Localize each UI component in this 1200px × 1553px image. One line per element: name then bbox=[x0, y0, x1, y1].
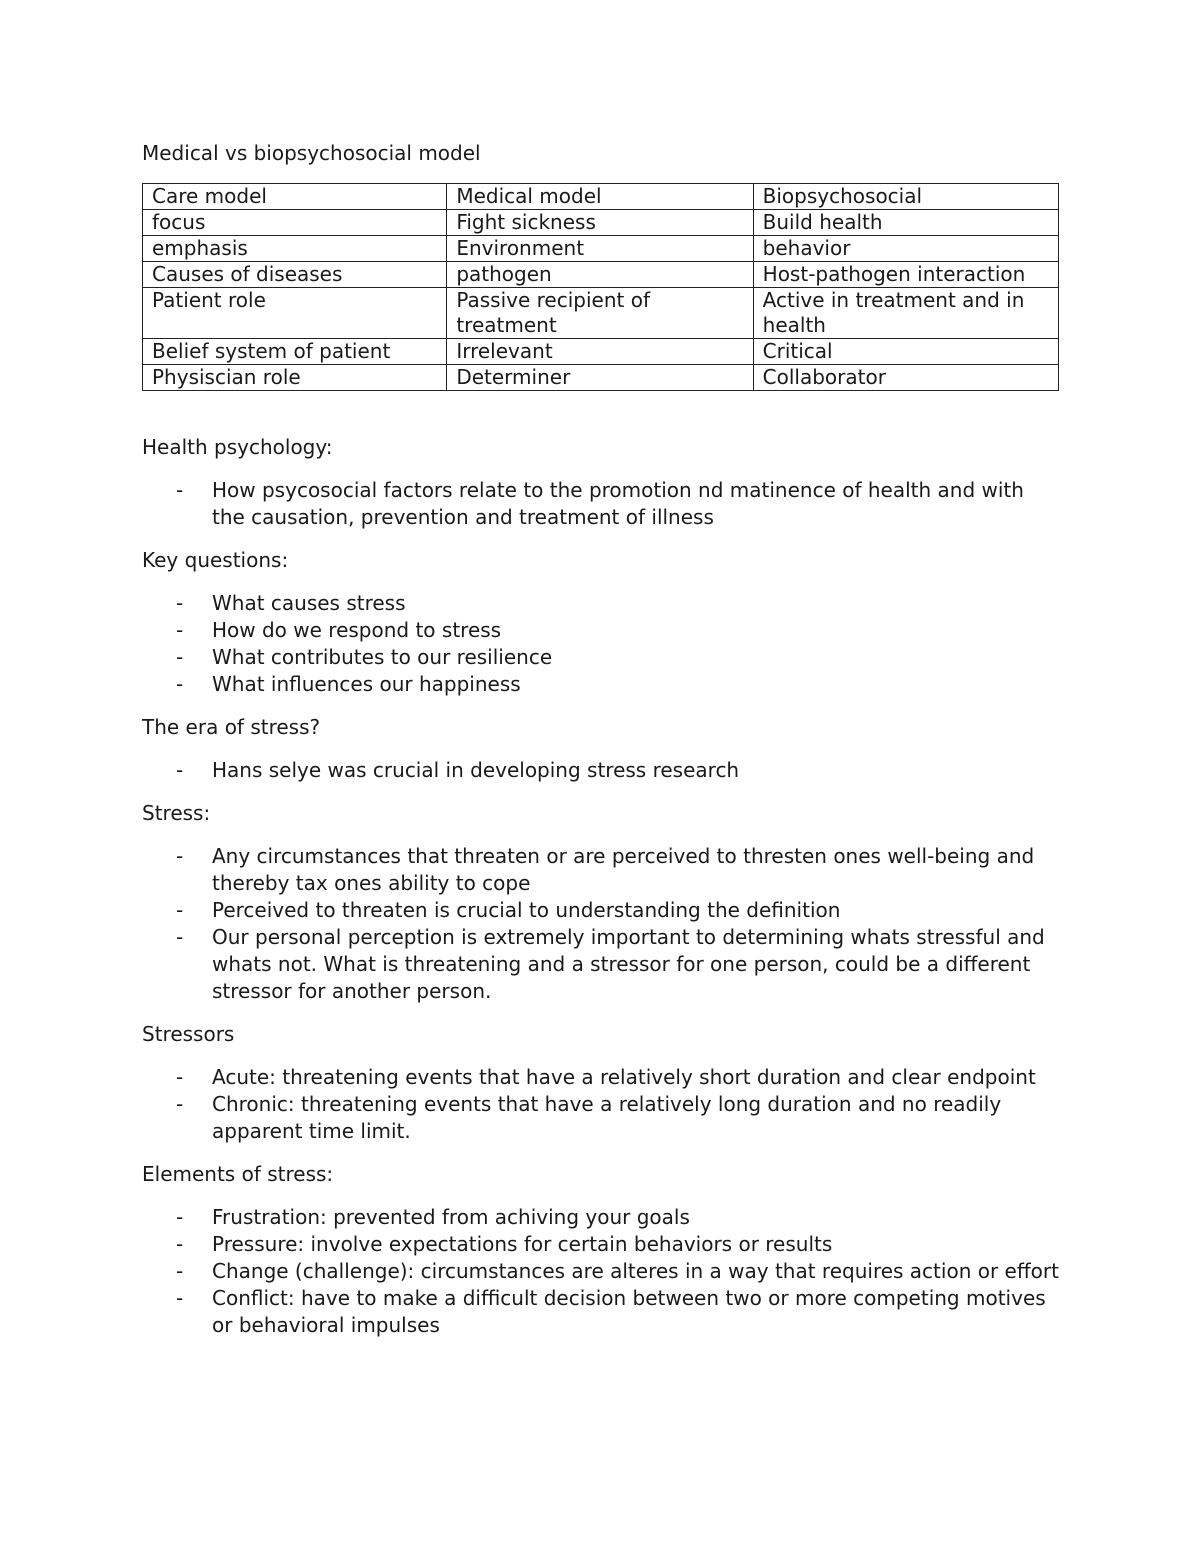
dash-bullet-icon: - bbox=[176, 1259, 184, 1283]
section-heading: Stressors bbox=[142, 1022, 235, 1046]
table-cell: Active in treatment and in health bbox=[753, 288, 1058, 339]
dash-bullet-icon: - bbox=[176, 645, 184, 669]
dash-bullet-icon: - bbox=[176, 478, 184, 502]
list-item bbox=[142, 590, 1062, 617]
table-cell: behavior bbox=[753, 236, 1058, 262]
bullet-list bbox=[142, 757, 1062, 784]
list-item bbox=[142, 757, 1062, 784]
section-heading: Stress: bbox=[142, 801, 211, 825]
document-title: Medical vs biopsychosocial model bbox=[142, 141, 481, 165]
bullet-list bbox=[142, 477, 1062, 531]
bullet-list bbox=[142, 1204, 1062, 1339]
table-cell: Collaborator bbox=[753, 365, 1058, 391]
list-item bbox=[142, 1204, 1062, 1231]
list-item-text: Conflict: have to make a difficult decision between two or more competing motives or behavioral impulses bbox=[212, 1286, 1046, 1337]
table-row bbox=[143, 236, 1059, 262]
table-cell: Causes of diseases bbox=[143, 262, 447, 288]
dash-bullet-icon: - bbox=[176, 1065, 184, 1089]
list-item-text: Perceived to threaten is crucial to understanding the definition bbox=[212, 898, 841, 922]
dash-bullet-icon: - bbox=[176, 672, 184, 696]
list-item bbox=[142, 1064, 1062, 1091]
table-header-row bbox=[143, 184, 1059, 210]
table-cell: Patient role bbox=[143, 288, 447, 339]
list-item-text: What contributes to our resilience bbox=[212, 645, 553, 669]
list-item bbox=[142, 617, 1062, 644]
document-page bbox=[142, 140, 1062, 1355]
list-item-text: Hans selye was crucial in developing stress research bbox=[212, 758, 740, 782]
list-item bbox=[142, 477, 1062, 531]
list-item-text: Pressure: involve expectations for certain behaviors or results bbox=[212, 1232, 833, 1256]
table-row bbox=[143, 339, 1059, 365]
list-item-text: How do we respond to stress bbox=[212, 618, 502, 642]
dash-bullet-icon: - bbox=[176, 844, 184, 868]
dash-bullet-icon: - bbox=[176, 618, 184, 642]
table-cell: Irrelevant bbox=[447, 339, 753, 365]
list-item bbox=[142, 897, 1062, 924]
dash-bullet-icon: - bbox=[176, 925, 184, 949]
table-cell: Belief system of patient bbox=[143, 339, 447, 365]
notes-body bbox=[142, 434, 1062, 1339]
list-item-text: Any circumstances that threaten or are perceived to thresten ones well-being and thereby tax ones ability to cope bbox=[212, 844, 1035, 895]
dash-bullet-icon: - bbox=[176, 898, 184, 922]
table-row bbox=[143, 288, 1059, 339]
list-item-text: Acute: threatening events that have a relatively short duration and clear endpoint bbox=[212, 1065, 1036, 1089]
list-item bbox=[142, 1285, 1062, 1339]
table-cell: emphasis bbox=[143, 236, 447, 262]
list-item-text: Our personal perception is extremely important to determining whats stressful and whats not. What is threatening and a stressor for one person, could be a different stressor for another person. bbox=[212, 925, 1045, 1003]
list-item bbox=[142, 1231, 1062, 1258]
table-cell: Environment bbox=[447, 236, 753, 262]
list-item bbox=[142, 1091, 1062, 1145]
table-header-cell: Care model bbox=[143, 184, 447, 210]
list-item-text: Frustration: prevented from achiving your goals bbox=[212, 1205, 690, 1229]
dash-bullet-icon: - bbox=[176, 1232, 184, 1256]
list-item-text: Chronic: threatening events that have a relatively long duration and no readily apparent time limit. bbox=[212, 1092, 1002, 1143]
dash-bullet-icon: - bbox=[176, 758, 184, 782]
table-cell: Build health bbox=[753, 210, 1058, 236]
dash-bullet-icon: - bbox=[176, 1092, 184, 1116]
model-comparison-table bbox=[142, 183, 1059, 391]
list-item bbox=[142, 843, 1062, 897]
list-item-text: How psycosocial factors relate to the promotion nd matinence of health and with the causation, prevention and treatment of illness bbox=[212, 478, 1024, 529]
section-heading: Key questions: bbox=[142, 548, 289, 572]
table-cell: Host-pathogen interaction bbox=[753, 262, 1058, 288]
section-heading: Elements of stress: bbox=[142, 1162, 334, 1186]
dash-bullet-icon: - bbox=[176, 1286, 184, 1310]
table-cell: Physiscian role bbox=[143, 365, 447, 391]
list-item-text: What influences our happiness bbox=[212, 672, 521, 696]
table-row bbox=[143, 210, 1059, 236]
table-cell: pathogen bbox=[447, 262, 753, 288]
bullet-list bbox=[142, 590, 1062, 698]
table-cell: Critical bbox=[753, 339, 1058, 365]
bullet-list bbox=[142, 1064, 1062, 1145]
bullet-list bbox=[142, 843, 1062, 1005]
list-item bbox=[142, 924, 1062, 1005]
section-heading: Health psychology: bbox=[142, 435, 333, 459]
table-cell: Determiner bbox=[447, 365, 753, 391]
dash-bullet-icon: - bbox=[176, 1205, 184, 1229]
table-cell: Fight sickness bbox=[447, 210, 753, 236]
dash-bullet-icon: - bbox=[176, 591, 184, 615]
list-item bbox=[142, 1258, 1062, 1285]
table-row bbox=[143, 262, 1059, 288]
list-item-text: Change (challenge): circumstances are alteres in a way that requires action or effort bbox=[212, 1259, 1059, 1283]
section-heading: The era of stress? bbox=[142, 715, 321, 739]
list-item bbox=[142, 671, 1062, 698]
table-header-cell: Biopsychosocial bbox=[753, 184, 1058, 210]
list-item-text: What causes stress bbox=[212, 591, 406, 615]
table-row bbox=[143, 365, 1059, 391]
list-item bbox=[142, 644, 1062, 671]
table-cell: focus bbox=[143, 210, 447, 236]
table-header-cell: Medical model bbox=[447, 184, 753, 210]
table-cell: Passive recipient of treatment bbox=[447, 288, 753, 339]
